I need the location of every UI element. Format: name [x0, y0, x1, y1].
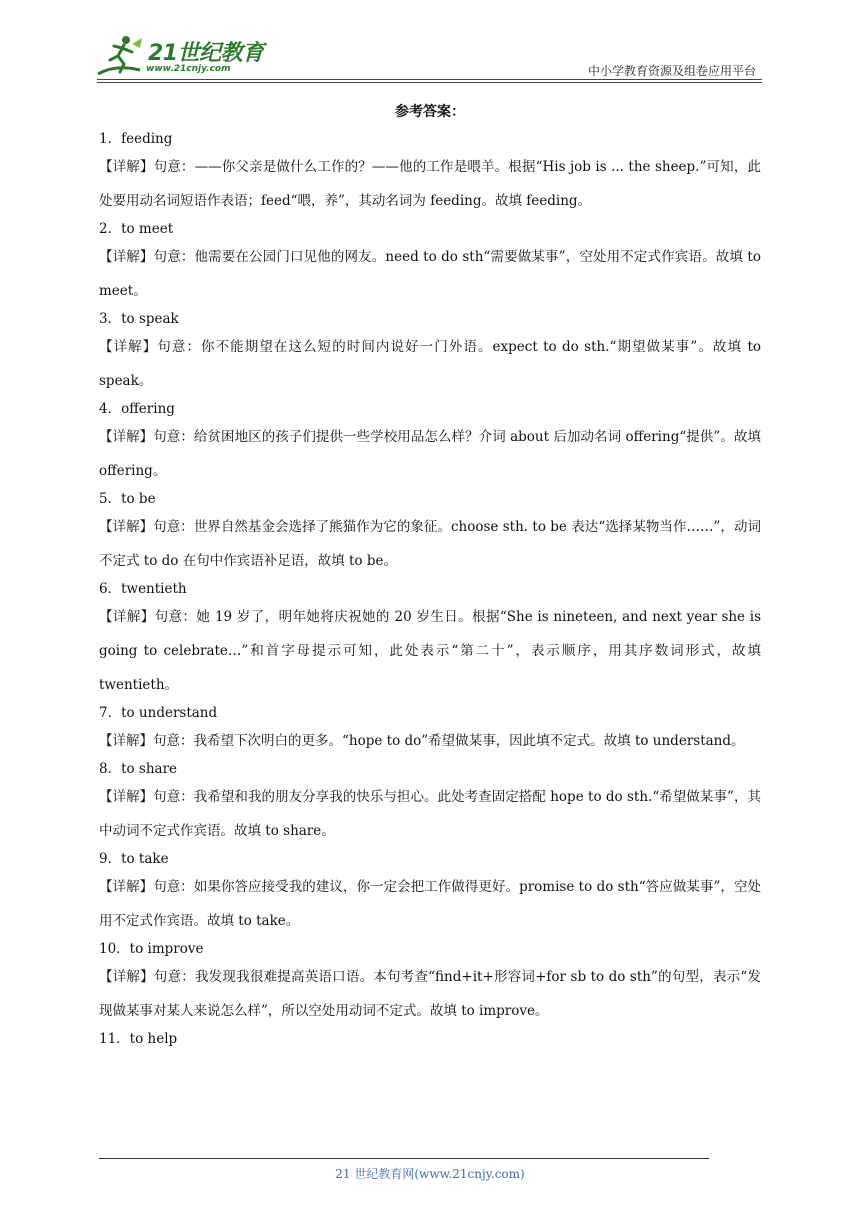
page-title: 参考答案： — [395, 104, 465, 120]
footer-text[interactable]: 21 世纪教育网(www.21cnjy.com) — [335, 1167, 525, 1181]
answer-item — [99, 1028, 761, 1050]
answer-text: 9．to take — [99, 851, 169, 867]
logo — [96, 34, 266, 80]
answer-item — [99, 848, 761, 938]
answer-detail: 【详解】句意：如果你答应接受我的建议，你一定会把工作做得更好。promise to do sth“答应做某事”，空处用不定式作宾语。故填 to take。 — [99, 879, 761, 929]
answer-detail: 【详解】句意：她 19 岁了，明年她将庆祝她的 20 岁生日。根据“She is nineteen, and next year she is going to celebrate…”和首字母提示可知，此处表示“第二十”，表示顺序，用其序数词形式，故填 twentieth。 — [99, 609, 761, 693]
answer-text: 10．to improve — [99, 941, 204, 957]
answer-text: 7．to understand — [99, 705, 218, 721]
answer-text: 5．to be — [99, 491, 156, 507]
answer-list — [99, 128, 761, 1050]
answer-item — [99, 398, 761, 488]
answer-item — [99, 758, 761, 848]
answer-detail: 【详解】句意：我希望下次明白的更多。“hope to do”希望做某事，因此填不定式。故填 to understand。 — [99, 733, 745, 749]
answer-text: 2．to meet — [99, 221, 174, 237]
answer-item — [99, 938, 761, 1028]
answer-detail: 【详解】句意：我发现我很难提高英语口语。本句考查“find+it+形容词+for sb to do sth”的句型，表示“发现做某事对某人来说怎么样”，所以空处用动词不定式。故填 to improve。 — [99, 969, 761, 1019]
header-divider — [97, 82, 762, 83]
answer-text: 1．feeding — [99, 131, 173, 147]
answer-detail: 【详解】句意：给贫困地区的孩子们提供一些学校用品怎么样？介词 about 后加动名词 offering“提供”。故填 offering。 — [99, 429, 761, 479]
runner-logo-icon — [96, 34, 146, 78]
answer-detail: 【详解】句意：——你父亲是做什么工作的？——他的工作是喂羊。根据“His job is ... the sheep.”可知，此处要用动名词短语作表语；feed“喂，养”，其动名词为 feeding。故填 feeding。 — [99, 159, 761, 209]
logo-url: www.21cnjy.com — [146, 64, 231, 74]
answer-text: 8．to share — [99, 761, 178, 777]
platform-name: 中小学教育资源及组卷应用平台 — [587, 64, 756, 78]
answer-text: 6．twentieth — [99, 581, 187, 597]
page-header — [0, 0, 860, 80]
answer-text: 4．offering — [99, 401, 175, 417]
answer-item — [99, 218, 761, 308]
answer-detail: 【详解】句意：世界自然基金会选择了熊猫作为它的象征。choose sth. to be 表达“选择某物当作……”，动词不定式 to do 在句中作宾语补足语，故填 to be。 — [99, 519, 761, 569]
header-divider — [97, 79, 762, 80]
answer-item — [99, 702, 761, 758]
answer-detail: 【详解】句意：他需要在公园门口见他的网友。need to do sth“需要做某事”，空处用不定式作宾语。故填 to meet。 — [99, 249, 761, 299]
answer-item — [99, 308, 761, 398]
answer-text: 3．to speak — [99, 311, 179, 327]
answer-item — [99, 578, 761, 702]
answer-item — [99, 128, 761, 218]
answer-detail: 【详解】句意：你不能期望在这么短的时间内说好一门外语。expect to do sth.“期望做某事”。故填 to speak。 — [99, 339, 761, 389]
footer-divider — [99, 1158, 709, 1159]
answer-item — [99, 488, 761, 578]
logo-text: 21世纪教育 — [148, 41, 264, 66]
answer-detail: 【详解】句意：我希望和我的朋友分享我的快乐与担心。此处考查固定搭配 hope to do sth.“希望做某事”，其中动词不定式作宾语。故填 to share。 — [99, 789, 761, 839]
answer-text: 11．to help — [99, 1031, 178, 1047]
